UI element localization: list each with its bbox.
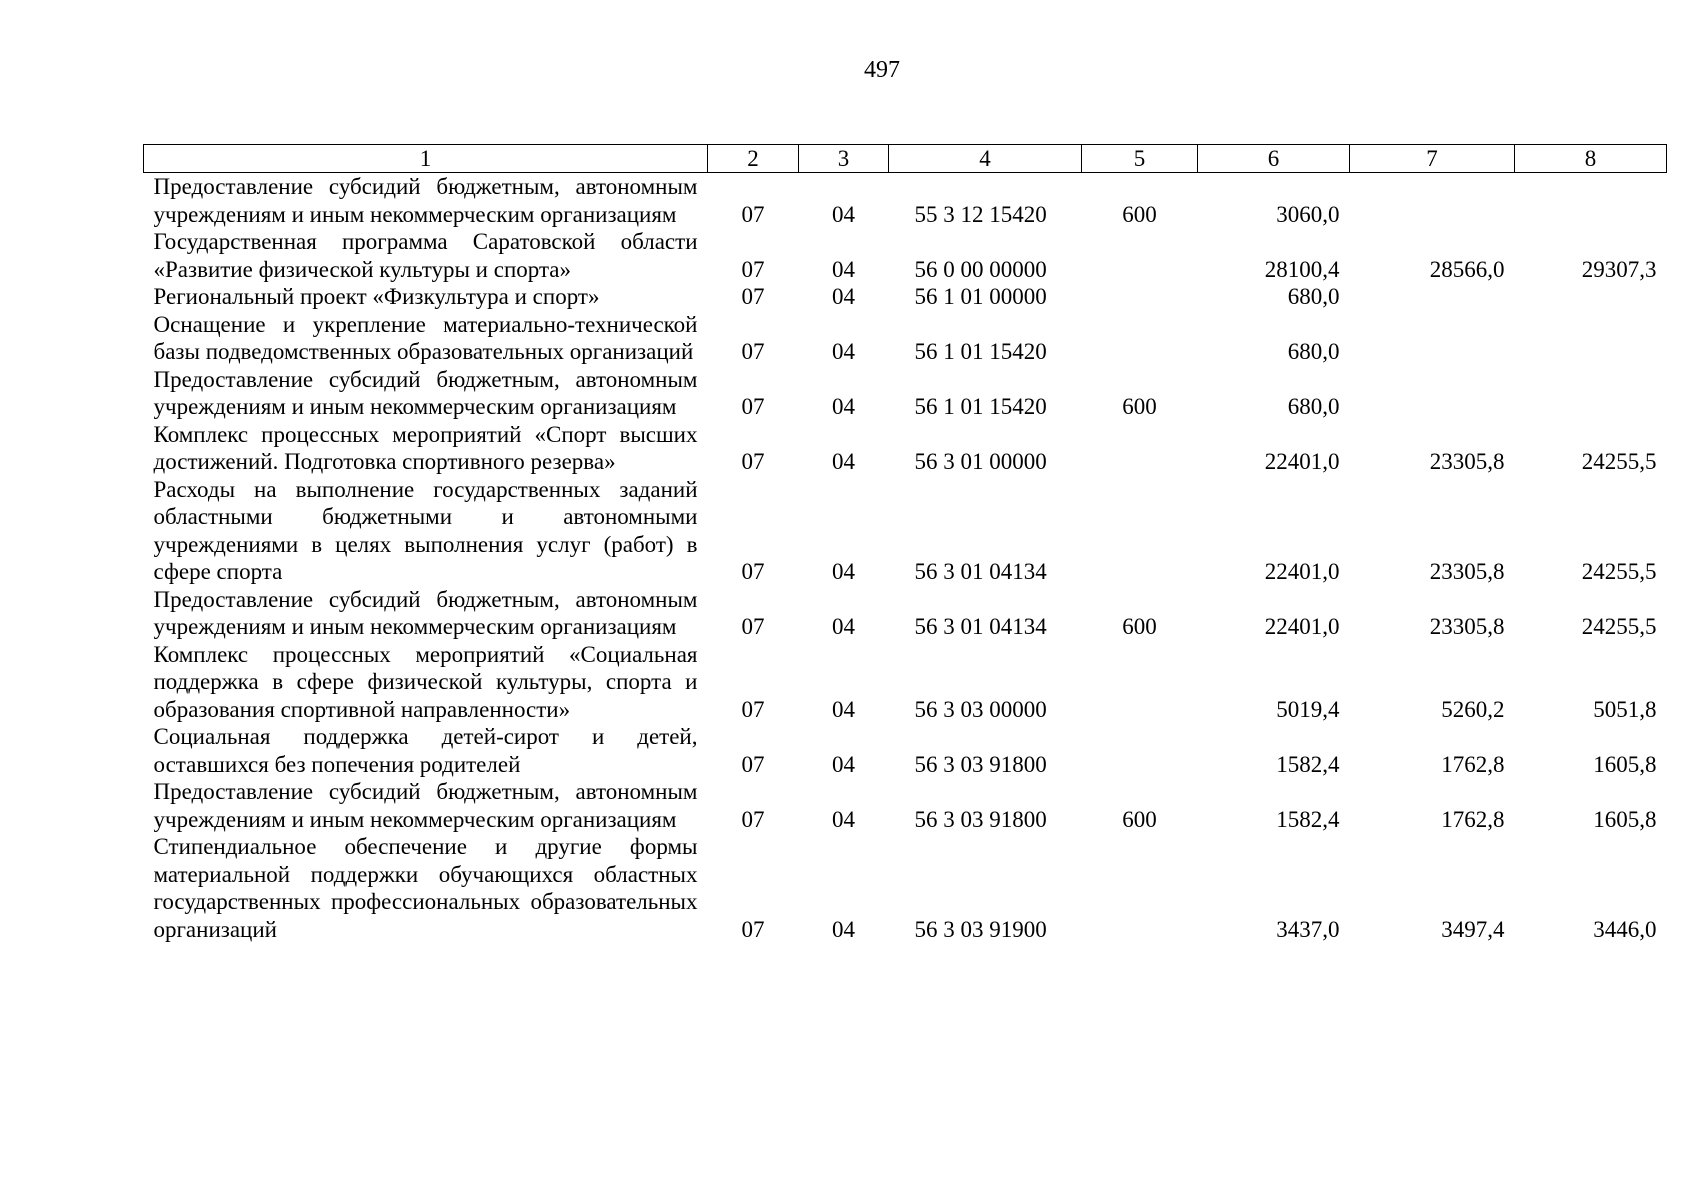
row-description: Предоставление субсидий бюджетным, автономным учреждениям и иным некоммерческим организациям xyxy=(153,586,698,639)
row-amount-col6: 1582,4 xyxy=(1276,751,1340,777)
row-description: Комплекс процессных мероприятий «Спорт высших достижений. Подготовка спортивного резерва» xyxy=(153,421,698,474)
row-subsection: 04 xyxy=(832,751,855,777)
row-expense-type xyxy=(1082,311,1198,366)
row-subsection: 04 xyxy=(832,614,855,639)
row-description: Региональный проект «Физкультура и спорт» xyxy=(153,284,600,309)
row-amount-col6: 3060,0 xyxy=(1276,201,1340,227)
row-section: 07 xyxy=(741,394,765,419)
row-amount-col8 xyxy=(1515,366,1667,421)
row-amount-col6: 22401,0 xyxy=(1264,449,1340,474)
row-amount-col8: 24255,5 xyxy=(1581,614,1657,639)
table-row xyxy=(144,228,1667,283)
row-subsection: 04 xyxy=(832,256,855,282)
row-section: 07 xyxy=(741,339,765,364)
row-description: Расходы на выполнение государственных заданий областными бюджетными и автономными учреждениями в целях выполнения услуг (работ) в сфере спорта xyxy=(153,476,698,584)
row-amount-col8: 1605,8 xyxy=(1593,751,1657,777)
row-expense-type xyxy=(1082,723,1198,778)
row-expense-type xyxy=(1082,641,1198,724)
row-target-code: 56 0 00 00000 xyxy=(914,256,1047,282)
row-amount-col7: 5260,2 xyxy=(1441,696,1505,722)
row-amount-col6: 1582,4 xyxy=(1276,806,1340,832)
budget-table xyxy=(143,144,1667,943)
page-number: 497 xyxy=(864,57,900,83)
row-amount-col8: 29307,3 xyxy=(1581,256,1657,282)
table-body xyxy=(144,173,1667,944)
column-header-6: 6 xyxy=(1198,145,1350,173)
row-description: Предоставление субсидий бюджетным, автономным учреждениям и иным некоммерческим организациям xyxy=(153,366,698,419)
row-amount-col7 xyxy=(1350,311,1515,366)
row-amount-col7: 23305,8 xyxy=(1429,614,1505,639)
table-row xyxy=(144,778,1667,833)
column-header-2: 2 xyxy=(708,145,799,173)
row-subsection: 04 xyxy=(832,284,855,309)
row-amount-col7: 23305,8 xyxy=(1429,559,1505,584)
row-amount-col6: 22401,0 xyxy=(1264,559,1340,584)
row-target-code: 55 3 12 15420 xyxy=(914,201,1047,227)
row-amount-col6: 22401,0 xyxy=(1264,614,1340,639)
row-amount-col6: 680,0 xyxy=(1287,284,1340,309)
table-row xyxy=(144,311,1667,366)
row-amount-col6: 28100,4 xyxy=(1264,256,1340,282)
column-header-3: 3 xyxy=(799,145,889,173)
row-subsection: 04 xyxy=(832,339,855,364)
row-expense-type: 600 xyxy=(1122,201,1157,227)
row-target-code: 56 3 03 91800 xyxy=(914,751,1047,777)
row-description: Стипендиальное обеспечение и другие формы материальной поддержки обучающихся областных государственных профессиональных образовательных организаций xyxy=(153,834,698,942)
row-description: Комплекс процессных мероприятий «Социальная поддержка в сфере физической культуры, спорта и образования спортивной направленности» xyxy=(153,641,698,722)
column-header-1: 1 xyxy=(144,145,708,173)
row-description: Предоставление субсидий бюджетным, автономным учреждениям и иным некоммерческим организациям xyxy=(153,779,698,832)
row-amount-col7: 1762,8 xyxy=(1441,751,1505,777)
row-description: Предоставление субсидий бюджетным, автономным учреждениям и иным некоммерческим организациям xyxy=(153,174,698,227)
row-section: 07 xyxy=(741,201,765,227)
row-amount-col6: 680,0 xyxy=(1287,394,1340,419)
table-row xyxy=(144,586,1667,641)
row-target-code: 56 1 01 15420 xyxy=(914,339,1047,364)
row-section: 07 xyxy=(741,256,765,282)
row-subsection: 04 xyxy=(832,559,855,584)
row-expense-type xyxy=(1082,228,1198,283)
row-target-code: 56 1 01 15420 xyxy=(914,394,1047,419)
row-amount-col7 xyxy=(1350,173,1515,229)
row-description: Государственная программа Саратовской области «Развитие физической культуры и спорта» xyxy=(153,229,698,282)
row-amount-col7: 28566,0 xyxy=(1429,256,1505,282)
table-row xyxy=(144,723,1667,778)
row-subsection: 04 xyxy=(832,201,855,227)
row-section: 07 xyxy=(741,916,765,942)
row-amount-col8: 1605,8 xyxy=(1593,806,1657,832)
row-amount-col7: 23305,8 xyxy=(1429,449,1505,474)
table-row xyxy=(144,366,1667,421)
row-section: 07 xyxy=(741,559,765,584)
row-amount-col7: 1762,8 xyxy=(1441,806,1505,832)
table-row xyxy=(144,833,1667,943)
row-amount-col8 xyxy=(1515,173,1667,229)
column-header-8: 8 xyxy=(1515,145,1667,173)
row-amount-col8: 5051,8 xyxy=(1593,696,1657,722)
table-row xyxy=(144,283,1667,311)
row-section: 07 xyxy=(741,806,765,832)
row-subsection: 04 xyxy=(832,449,855,474)
column-header-7: 7 xyxy=(1350,145,1515,173)
row-section: 07 xyxy=(741,751,765,777)
row-amount-col6: 680,0 xyxy=(1287,339,1340,364)
row-amount-col6: 3437,0 xyxy=(1276,916,1340,942)
row-expense-type xyxy=(1082,421,1198,476)
table-row xyxy=(144,476,1667,586)
row-expense-type xyxy=(1082,833,1198,943)
row-section: 07 xyxy=(741,614,765,639)
row-target-code: 56 3 03 00000 xyxy=(914,696,1047,722)
row-section: 07 xyxy=(741,449,765,474)
row-amount-col7 xyxy=(1350,283,1515,311)
row-target-code: 56 3 03 91800 xyxy=(914,806,1047,832)
row-subsection: 04 xyxy=(832,394,855,419)
row-target-code: 56 3 01 04134 xyxy=(914,614,1047,639)
header-row xyxy=(144,145,1667,173)
table-row xyxy=(144,173,1667,229)
row-description: Социальная поддержка детей-сирот и детей, оставшихся без попечения родителей xyxy=(153,724,698,777)
row-amount-col8: 3446,0 xyxy=(1593,916,1657,942)
row-amount-col8: 24255,5 xyxy=(1581,559,1657,584)
row-expense-type: 600 xyxy=(1122,806,1157,832)
table-row xyxy=(144,421,1667,476)
row-expense-type xyxy=(1082,283,1198,311)
table-row xyxy=(144,641,1667,724)
row-amount-col8 xyxy=(1515,283,1667,311)
column-header-4: 4 xyxy=(889,145,1082,173)
row-section: 07 xyxy=(741,284,765,309)
row-amount-col7 xyxy=(1350,366,1515,421)
row-expense-type: 600 xyxy=(1122,394,1157,419)
row-amount-col6: 5019,4 xyxy=(1276,696,1340,722)
row-amount-col8: 24255,5 xyxy=(1581,449,1657,474)
row-description: Оснащение и укрепление материально-технической базы подведомственных образовательных организаций xyxy=(153,311,698,364)
row-subsection: 04 xyxy=(832,806,855,832)
row-target-code: 56 3 01 04134 xyxy=(914,559,1047,584)
row-subsection: 04 xyxy=(832,916,855,942)
row-target-code: 56 3 03 91900 xyxy=(914,916,1047,942)
row-expense-type xyxy=(1082,476,1198,586)
row-target-code: 56 1 01 00000 xyxy=(914,284,1047,309)
row-subsection: 04 xyxy=(832,696,855,722)
row-amount-col7: 3497,4 xyxy=(1441,916,1505,942)
row-expense-type: 600 xyxy=(1122,614,1157,639)
column-header-5: 5 xyxy=(1082,145,1198,173)
row-amount-col8 xyxy=(1515,311,1667,366)
row-target-code: 56 3 01 00000 xyxy=(914,449,1047,474)
row-section: 07 xyxy=(741,696,765,722)
